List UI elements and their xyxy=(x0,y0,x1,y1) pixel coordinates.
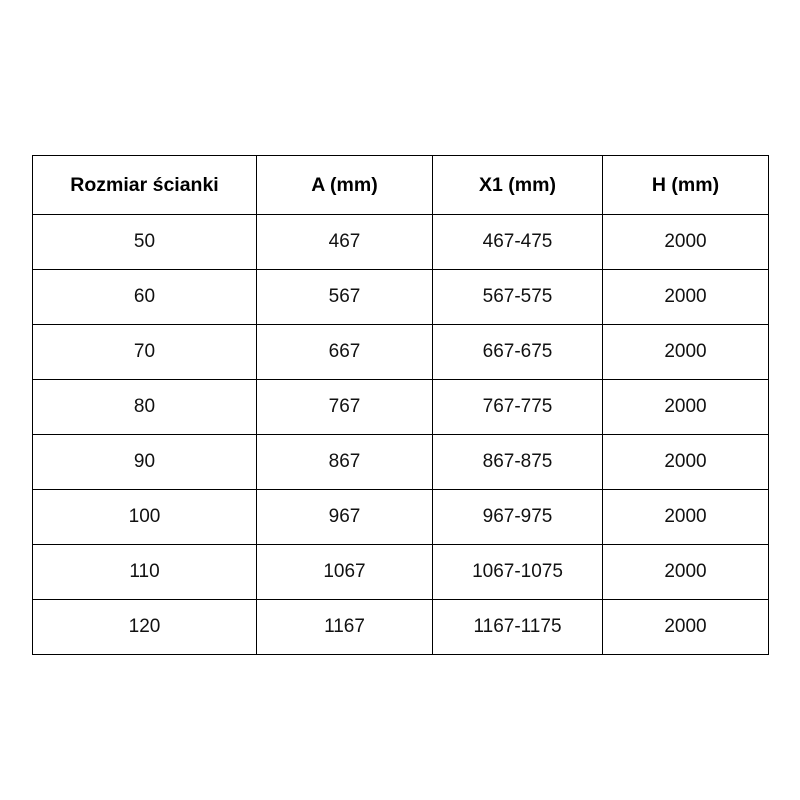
table-row xyxy=(33,215,769,270)
cell-h: 2000 xyxy=(603,270,769,325)
table-row xyxy=(33,270,769,325)
cell-x1: 867-875 xyxy=(433,435,603,490)
table-row xyxy=(33,380,769,435)
column-header-x1: X1 (mm) xyxy=(433,156,603,215)
table-row xyxy=(33,600,769,655)
column-header-a: A (mm) xyxy=(257,156,433,215)
table-header-row xyxy=(33,156,769,215)
column-header-size: Rozmiar ścianki xyxy=(33,156,257,215)
cell-h: 2000 xyxy=(603,600,769,655)
cell-size: 120 xyxy=(33,600,257,655)
cell-a: 867 xyxy=(257,435,433,490)
cell-x1: 1167-1175 xyxy=(433,600,603,655)
table-row xyxy=(33,435,769,490)
cell-size: 110 xyxy=(33,545,257,600)
cell-h: 2000 xyxy=(603,325,769,380)
table-row xyxy=(33,490,769,545)
cell-x1: 967-975 xyxy=(433,490,603,545)
cell-h: 2000 xyxy=(603,490,769,545)
cell-x1: 767-775 xyxy=(433,380,603,435)
column-header-h: H (mm) xyxy=(603,156,769,215)
cell-h: 2000 xyxy=(603,435,769,490)
cell-a: 567 xyxy=(257,270,433,325)
table-row xyxy=(33,325,769,380)
cell-size: 60 xyxy=(33,270,257,325)
cell-a: 1067 xyxy=(257,545,433,600)
table-row xyxy=(33,545,769,600)
cell-x1: 667-675 xyxy=(433,325,603,380)
specification-table xyxy=(32,155,769,655)
cell-a: 1167 xyxy=(257,600,433,655)
specification-table-container xyxy=(32,155,768,655)
cell-x1: 1067-1075 xyxy=(433,545,603,600)
cell-size: 90 xyxy=(33,435,257,490)
cell-h: 2000 xyxy=(603,545,769,600)
cell-size: 50 xyxy=(33,215,257,270)
cell-a: 467 xyxy=(257,215,433,270)
cell-a: 767 xyxy=(257,380,433,435)
cell-x1: 567-575 xyxy=(433,270,603,325)
cell-h: 2000 xyxy=(603,215,769,270)
cell-size: 100 xyxy=(33,490,257,545)
cell-a: 667 xyxy=(257,325,433,380)
cell-h: 2000 xyxy=(603,380,769,435)
cell-x1: 467-475 xyxy=(433,215,603,270)
cell-size: 80 xyxy=(33,380,257,435)
cell-a: 967 xyxy=(257,490,433,545)
cell-size: 70 xyxy=(33,325,257,380)
